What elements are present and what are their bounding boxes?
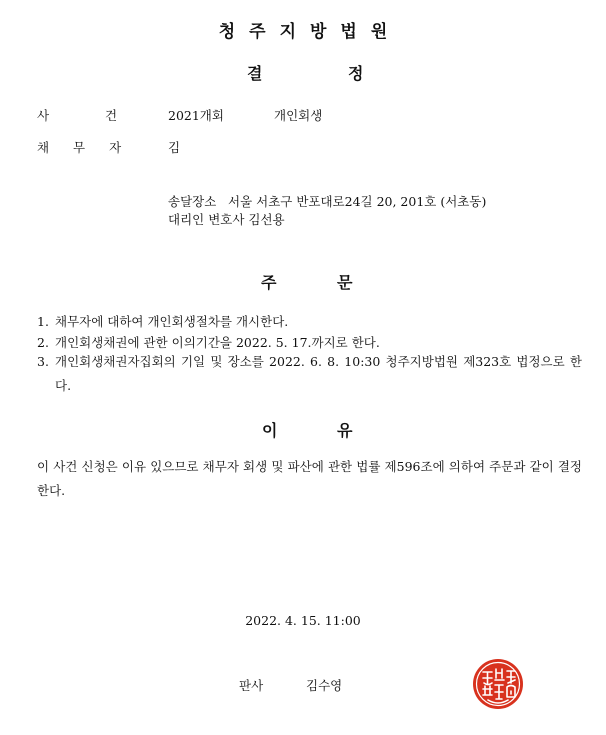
doc-type-first: 결: [247, 64, 263, 83]
reason-heading-second: 유: [337, 421, 353, 440]
case-type: 개인회생: [274, 108, 323, 123]
case-number: 2021개회: [168, 108, 224, 123]
service-label: 송달장소: [168, 194, 217, 209]
order-item-number: 2.: [37, 335, 49, 350]
reason-heading-first: 이: [262, 421, 278, 440]
reason-text: 이 사건 신청은 이유 있으므로 채무자 회생 및 파산에 관한 법률 제596조에 의하여 주문과 같이 결정한다.: [37, 459, 582, 498]
order-item: [37, 312, 288, 330]
order-item-text: 채무자에 대하여 개인회생절차를 개시한다.: [55, 314, 289, 329]
seal-body: [473, 659, 523, 709]
debtor-label: 채 무 자: [37, 140, 122, 155]
case-label: 사 건: [37, 108, 118, 123]
decision-date: 2022. 4. 15. 11:00: [245, 613, 361, 628]
order-item-number: 1.: [37, 314, 49, 329]
order-heading-second: 문: [337, 273, 353, 292]
doc-type-second: 정: [348, 64, 364, 83]
order-item: [37, 350, 582, 398]
debtor-name: 김: [168, 140, 181, 155]
court-name: 청주지방법원: [218, 22, 402, 42]
order-item: [37, 333, 380, 351]
court-seal-icon: [472, 658, 524, 710]
judge-title: 판사: [239, 678, 264, 693]
service-address: 서울 서초구 반포대로24길 20, 201호 (서초동): [228, 194, 487, 209]
order-item-number: 3.: [37, 354, 49, 369]
agent: 대리인 변호사 김선용: [168, 212, 285, 227]
order-heading-first: 주: [261, 273, 277, 292]
order-item-text: 개인회생채권에 관한 이의기간을 2022. 5. 17.까지로 한다.: [55, 335, 380, 350]
order-item-text: 개인회생채권자집회의 기일 및 장소를 2022. 6. 8. 10:30 청주지방법원 제323호 법정으로 한다.: [55, 354, 582, 393]
judge-name: 김수영: [306, 678, 343, 693]
